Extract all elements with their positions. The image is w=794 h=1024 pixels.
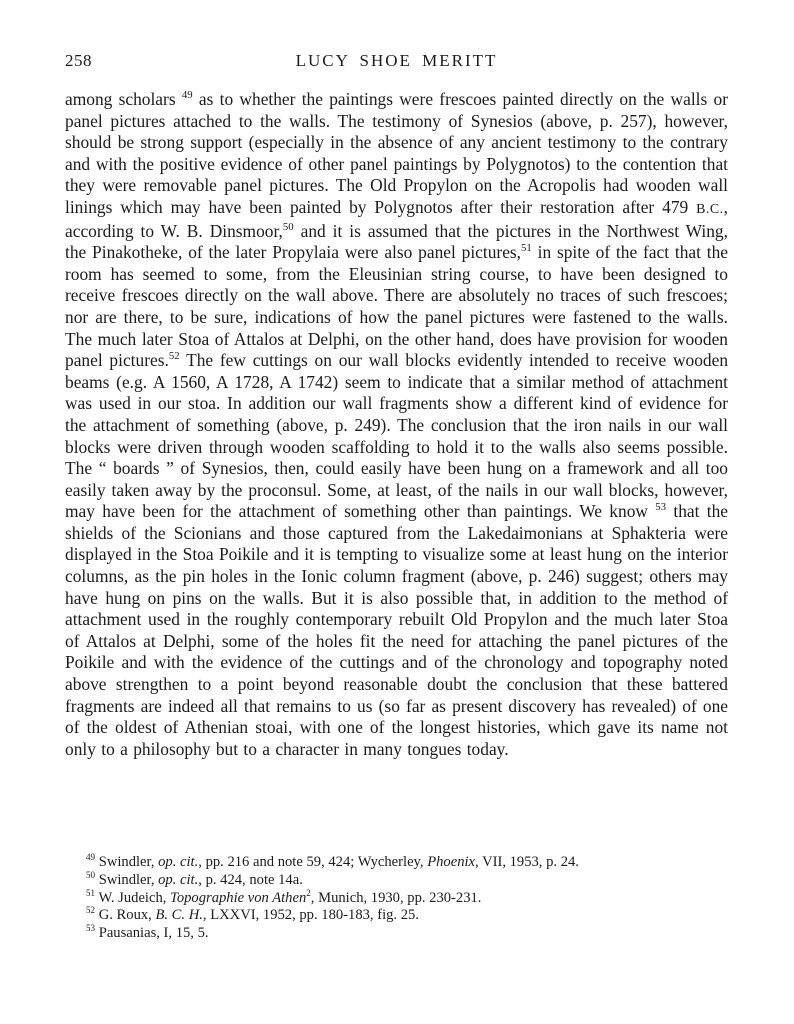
text-run: in spite of the fact that the room has seemed to some, from the Eleusinian string course, to have been designed to receive frescoes directly on the wall above. There are absolutely no traces of such frescoes; nor are there, to be sure, indications of how the panel pictures were fastened to the walls. The much later Stoa of Attalos at Delphi, on the other hand, does have provision for wooden panel pictures. xyxy=(65,242,729,371)
italic-text: op. cit. xyxy=(158,871,199,888)
footnote-marker: 50 xyxy=(282,220,294,233)
footnote-number: 51 xyxy=(86,887,96,898)
page-header xyxy=(65,51,728,73)
footnote-marker: 52 xyxy=(168,350,180,363)
text-run: Swindler, xyxy=(98,871,159,888)
text-run: The few cuttings on our wall blocks evidently intended to receive wooden beams (e.g. A 1560, A 1728, A 1742) seem to indicate that a similar method of attachment was used in our stoa. In addition our wall fragments show a different kind of evidence for the attachment of something (above, p. 249). The conclusion that the iron nails in our wall blocks were driven through wooden scaffolding to hold it to the walls also seems possible. The “ boards ” of Synesios, then, could easily have been hung on a framework and all too easily taken away by the proconsul. Some, at least, of the nails in our wall blocks, however, may have been for the attachment of something other than paintings. We know xyxy=(65,350,729,522)
footnote-marker: 49 xyxy=(181,89,193,102)
footnote-number: 53 xyxy=(86,923,96,934)
text-run: Pausanias, I, 15, 5. xyxy=(98,925,209,942)
page-number: 258 xyxy=(65,51,92,70)
body-paragraph xyxy=(65,89,728,760)
text-run: , Munich, 1930, pp. 230-231. xyxy=(310,889,482,906)
footnote xyxy=(65,854,728,872)
italic-text: op. cit. xyxy=(158,854,199,870)
footnote-number: 52 xyxy=(86,905,96,916)
footnote xyxy=(65,925,728,943)
footnote-marker: 51 xyxy=(521,242,532,255)
footnote-marker: 53 xyxy=(655,501,667,514)
text-run: Swindler, xyxy=(98,854,159,870)
text-run: as to whether the paintings were frescoes painted directly on the walls or panel pictures attached to the walls. The testimony of Synesios (above, p. 257), however, should be strong support (especially in the absence of any ancient testimony to the contrary and with the positive evidence of other panel paintings by Polygnotos) to the contention that they were removable panel pictures. The Old Propylon on the Acropolis had wooden wall linings which may have been painted by Polygnotos after their restoration after 479 xyxy=(65,89,728,217)
footnote-number: 49 xyxy=(86,852,96,863)
text-run: and it is assumed that the pictures in the Northwest Wing, the Pinakotheke, of the later Propylaia were also panel pictures, xyxy=(65,220,728,263)
running-title: LUCY SHOE MERITT xyxy=(295,51,498,70)
text-run: that the shields of the Scionians and those captured from the Lakedaimonians at Sphakteria were displayed in the Stoa Poikile and it is tempting to visualize some at least hung on the interior columns, as the pin holes in the Ionic column fragment (above, p. 246) suggest; others may have hung on pins on the walls. But it is also possible that, in addition to the method of attachment used in the roughly contemporary rebuilt Old Propylon and the much later Stoa of Attalos at Delphi, some of the holes fit the need for attaching the panel pictures of the Poikile and with the evidence of the cuttings and of the chronology and topography noted above strengthen to a point beyond reasonable doubt the conclusion that these battered fragments are indeed all that remains to us (so far as present discovery has revealed) of one of the oldest of Athenian stoai, with one of the longest histories, which gave its name not only to a philosophy but to a character in many tongues today. xyxy=(65,501,728,759)
italic-text: Phoenix xyxy=(427,854,476,870)
italic-text: B. C. H. xyxy=(155,907,203,924)
footnote xyxy=(65,869,728,890)
text-run: , p. 424, note 14a. xyxy=(198,871,303,888)
footnote-number: 50 xyxy=(86,869,96,880)
text-run: G. Roux, xyxy=(98,907,156,924)
text-run: , LXXVI, 1952, pp. 180-183, fig. 25. xyxy=(202,907,419,924)
small-caps-text: B.C. xyxy=(696,201,724,217)
footnote xyxy=(65,907,728,925)
footnote xyxy=(65,887,728,908)
text-run: W. Judeich, xyxy=(98,889,171,906)
text-run: , according to W. B. Dinsmoor, xyxy=(65,196,728,241)
text-run: , VII, 1953, p. 24. xyxy=(475,854,579,870)
footnote-marker: 2 xyxy=(306,887,311,898)
text-run: , pp. 216 and note 59, 424; Wycherley, xyxy=(198,854,428,870)
text-run: among scholars xyxy=(65,89,182,109)
footnotes xyxy=(65,854,728,943)
italic-text: Topographie von Athen xyxy=(170,889,307,906)
